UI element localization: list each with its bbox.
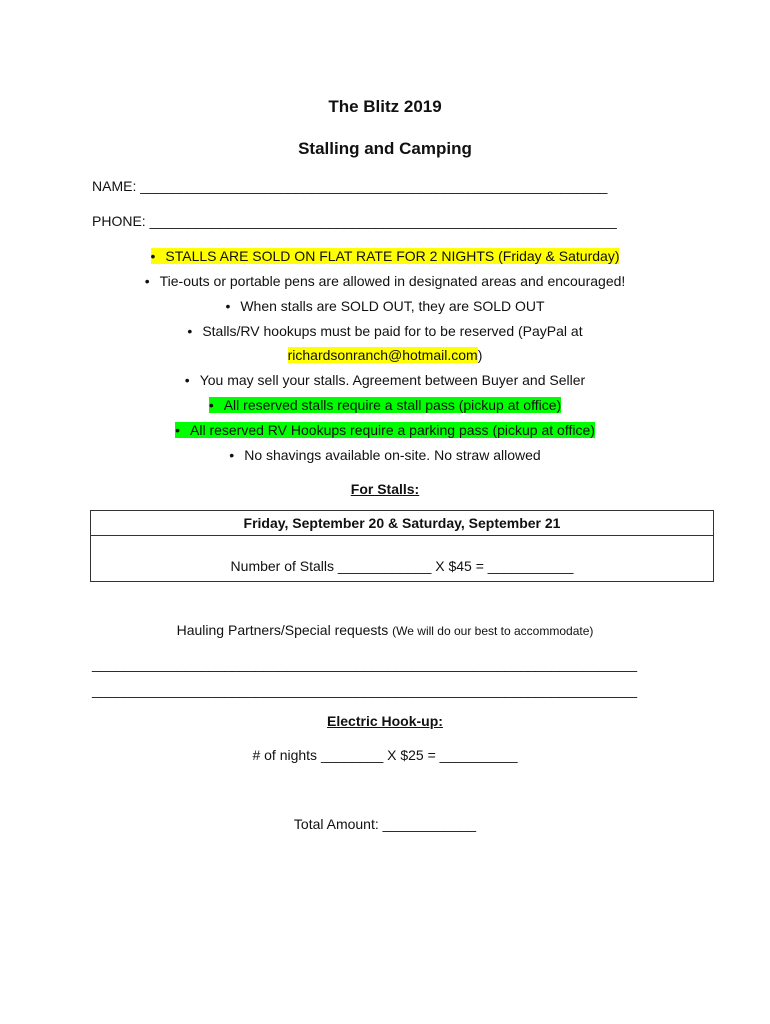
stalls-table <box>90 510 714 582</box>
phone-field[interactable]: PHONE: ____________________________________________________________ <box>92 213 617 229</box>
hauling-partners-label <box>0 622 770 638</box>
bullet-paypal-email-line <box>0 345 770 365</box>
highlight-green <box>175 422 595 438</box>
document-subtitle: Stalling and Camping <box>298 139 472 158</box>
bullet-paypal <box>0 321 770 341</box>
document-title: The Blitz 2019 <box>328 97 442 116</box>
bullet-text-close: ) <box>477 347 483 363</box>
total-amount[interactable]: Total Amount: ____________ <box>293 816 477 832</box>
for-stalls-heading: For Stalls: <box>350 481 420 497</box>
highlight-green <box>209 397 561 413</box>
hauling-label-text: Hauling Partners/Special requests <box>176 622 389 638</box>
bullet-dot: • <box>184 372 190 388</box>
hauling-line-1[interactable]: ______________________________________________________________________ <box>92 656 638 672</box>
bullet-text: You may sell your stalls. Agreement between Buyer and Seller <box>199 372 586 388</box>
stalls-table-header: Friday, September 20 & Saturday, September 21 <box>91 511 713 536</box>
bullet-dot: • <box>208 397 214 413</box>
bullet-dot: • <box>175 422 180 438</box>
paypal-email[interactable]: richardsonranch@hotmail.com <box>287 347 478 363</box>
electric-nights-row[interactable]: # of nights ________ X $25 = __________ <box>252 747 518 763</box>
bullet-dot: • <box>187 323 193 339</box>
bullet-flat-rate <box>0 246 770 266</box>
bullet-text: All reserved RV Hookups require a parking pass (pickup at office) <box>190 422 595 438</box>
bullet-stall-pass <box>0 395 770 415</box>
bullet-text: Stalls/RV hookups must be paid for to be reserved (PayPal at <box>202 323 583 339</box>
bullet-dot: • <box>229 447 235 463</box>
stalls-count-row[interactable]: Number of Stalls ____________ X $45 = ___________ <box>230 558 574 574</box>
electric-hookup-heading: Electric Hook-up: <box>327 713 443 729</box>
name-field[interactable]: NAME: ____________________________________________________________ <box>92 178 608 194</box>
hauling-note: (We will do our best to accommodate) <box>392 624 594 638</box>
bullet-text: Tie-outs or portable pens are allowed in designated areas and encouraged! <box>159 273 626 289</box>
bullet-parking-pass <box>0 420 770 440</box>
bullet-tie-outs <box>0 271 770 291</box>
bullet-text: STALLS ARE SOLD ON FLAT RATE FOR 2 NIGHTS (Friday & Saturday) <box>165 248 620 264</box>
bullet-no-shavings <box>0 445 770 465</box>
bullet-dot: • <box>144 273 150 289</box>
bullet-dot: • <box>225 298 231 314</box>
bullet-text: When stalls are SOLD OUT, they are SOLD OUT <box>240 298 545 314</box>
hauling-line-2[interactable]: ______________________________________________________________________ <box>92 682 638 698</box>
bullet-text: No shavings available on-site. No straw allowed <box>244 447 541 463</box>
bullet-dot: • <box>150 248 156 264</box>
bullet-text: All reserved stalls require a stall pass (pickup at office) <box>223 397 562 413</box>
bullet-sell-stalls <box>0 370 770 390</box>
bullet-sold-out <box>0 296 770 316</box>
highlight-yellow <box>151 248 620 264</box>
